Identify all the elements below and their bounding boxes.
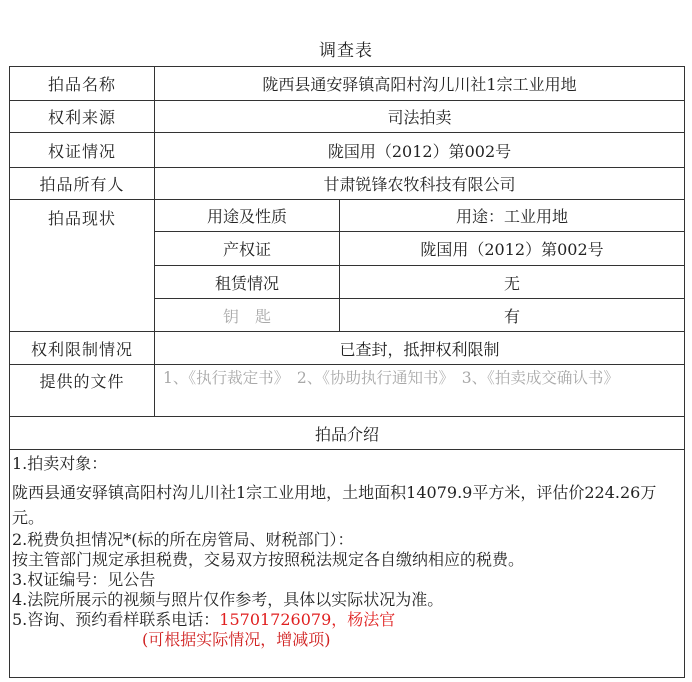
property-value: 陇国用（2012）第002号 <box>340 232 685 266</box>
row-rights-source <box>10 101 685 133</box>
adjust-note: (可根据实际情况，增减项) <box>142 630 331 649</box>
item-name-value: 陇西县通安驿镇高阳村沟儿川社1宗工业用地 <box>155 67 685 101</box>
certificate-value: 陇国用（2012）第002号 <box>155 133 685 168</box>
survey-table <box>9 66 685 678</box>
row-intro-body <box>10 450 685 678</box>
documents-value: 1、《执行裁定书》 2、《协助执行通知书》 3、《拍卖成交确认书》 <box>155 365 685 417</box>
intro-body <box>10 450 685 678</box>
row-item-name <box>10 67 685 101</box>
owner-label: 拍品所有人 <box>10 168 155 200</box>
lease-value: 无 <box>340 266 685 299</box>
contact-phone: 15701726079，杨法官 <box>219 610 396 629</box>
intro-header: 拍品介绍 <box>10 417 685 450</box>
lease-label: 租赁情况 <box>155 266 340 299</box>
page-title: 调查表 <box>319 41 373 61</box>
usage-value: 用途：工业用地 <box>340 200 685 232</box>
documents-label: 提供的文件 <box>10 365 155 417</box>
intro-line-3: 2.税费负担情况*(标的所在房管局、财税部门）： <box>12 530 354 549</box>
intro-line-5: 3.权证编号：见公告 <box>12 570 156 589</box>
rights-source-label: 权利来源 <box>10 101 155 133</box>
certificate-label: 权证情况 <box>10 133 155 168</box>
restriction-label: 权利限制情况 <box>10 332 155 365</box>
row-documents <box>10 365 685 417</box>
row-intro-header <box>10 417 685 450</box>
row-restriction <box>10 332 685 365</box>
restriction-value: 已查封，抵押权利限制 <box>155 332 685 365</box>
row-owner <box>10 168 685 200</box>
key-label: 钥 匙 <box>155 299 340 332</box>
status-label: 拍品现状 <box>10 200 155 332</box>
intro-line-1: 1.拍卖对象： <box>12 454 108 473</box>
property-label: 产权证 <box>155 232 340 266</box>
intro-line-6: 4.法院所展示的视频与照片仅作参考，具体以实际状况为准。 <box>12 590 444 609</box>
intro-line-7-prefix: 5.咨询、预约看样联系电话： <box>12 610 220 629</box>
rights-source-value: 司法拍卖 <box>155 101 685 133</box>
item-name-label: 拍品名称 <box>10 67 155 101</box>
intro-line-7 <box>12 610 678 630</box>
usage-label: 用途及性质 <box>155 200 340 232</box>
intro-line-4: 按主管部门规定承担税费，交易双方按照税法规定各自缴纳相应的税费。 <box>12 550 525 569</box>
owner-value: 甘肃锐锋农牧科技有限公司 <box>155 168 685 200</box>
key-value: 有 <box>340 299 685 332</box>
intro-line-2: 陇西县通安驿镇高阳村沟儿川社1宗工业用地，土地面积14079.9平方米，评估价224.26万元。 <box>12 483 657 527</box>
row-certificate <box>10 133 685 168</box>
row-status-usage <box>10 200 685 232</box>
